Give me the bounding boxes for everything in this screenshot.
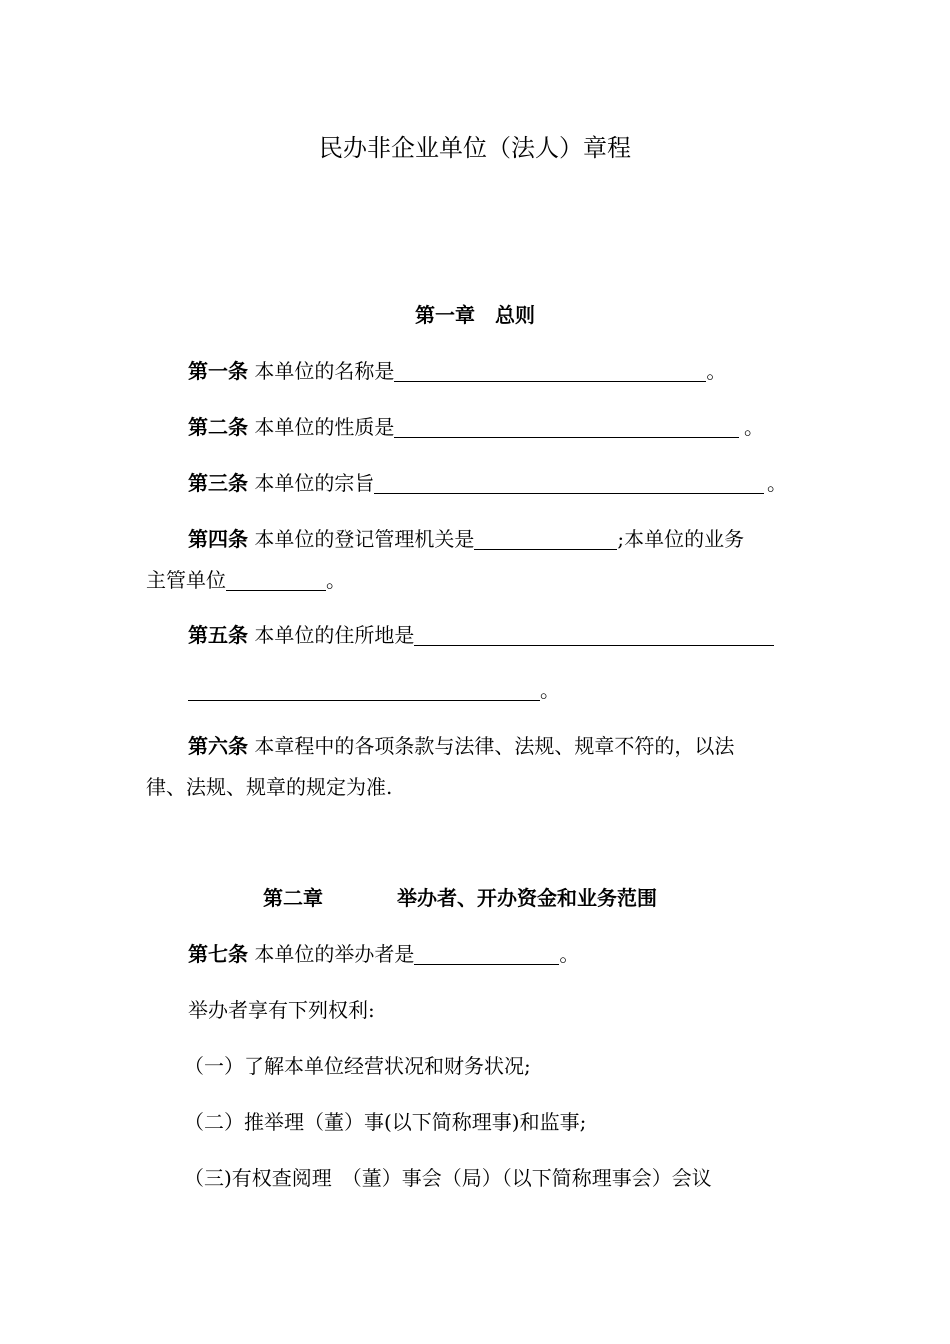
article-number: 第六条 xyxy=(188,734,248,758)
fill-in-blank[interactable] xyxy=(414,623,774,646)
article-4-line-2 xyxy=(146,560,802,601)
article-number: 第四条 xyxy=(188,527,248,551)
article-text: 本单位的住所地是 xyxy=(254,623,415,647)
article-text: 本单位的名称是 xyxy=(254,359,395,383)
fill-in-blank[interactable] xyxy=(226,568,326,591)
article-number: 第三条 xyxy=(188,471,248,495)
chapter-1-heading: 第一章 总则 xyxy=(415,303,535,327)
chapter-2-number: 第二章 xyxy=(263,886,323,910)
punctuation: 。 xyxy=(559,942,580,966)
article-number: 第二条 xyxy=(188,415,248,439)
article-2 xyxy=(146,407,844,448)
fill-in-blank[interactable] xyxy=(414,942,559,965)
rights-intro: 举办者享有下列权利: xyxy=(188,998,375,1022)
chapter-2-title: 举办者、开办资金和业务范围 xyxy=(397,886,657,910)
article-3 xyxy=(146,463,844,504)
article-1 xyxy=(146,351,844,392)
article-text: 本章程中的各项条款与法律、法规、规章不符的，以法 xyxy=(254,734,735,758)
right-item-1: （一）了解本单位经营状况和财务状况; xyxy=(184,1054,531,1078)
fill-in-blank[interactable] xyxy=(394,415,739,438)
article-number: 第七条 xyxy=(188,942,248,966)
article-5-line-2 xyxy=(146,670,844,711)
article-text: 本单位的宗旨 xyxy=(254,471,375,495)
right-item-3: （三)有权查阅理 （董）事会（局）（以下简称理事会）会议 xyxy=(184,1166,712,1190)
article-text-cont: ;本单位的业务 xyxy=(617,527,745,551)
article-5 xyxy=(146,615,844,656)
article-6-line-2: 律、法规、规章的规定为准. xyxy=(146,775,393,799)
fill-in-blank[interactable] xyxy=(374,471,764,494)
article-text: 主管单位 xyxy=(146,568,226,592)
article-3-period: 。 xyxy=(767,471,787,495)
article-7 xyxy=(146,934,844,975)
article-number: 第五条 xyxy=(188,623,248,647)
fill-in-blank[interactable] xyxy=(188,678,540,701)
punctuation: 。 xyxy=(706,359,727,383)
article-2-period: 。 xyxy=(744,415,764,439)
document-title: 民办非企业单位（法人）章程 xyxy=(319,134,631,162)
fill-in-blank[interactable] xyxy=(394,359,706,382)
article-text: 本单位的登记管理机关是 xyxy=(254,527,475,551)
article-text: 本单位的性质是 xyxy=(254,415,395,439)
article-text: 本单位的举办者是 xyxy=(254,942,415,966)
right-item-2: （二）推举理（董）事(以下简称理事)和监事; xyxy=(184,1110,587,1134)
article-number: 第一条 xyxy=(188,359,248,383)
punctuation: 。 xyxy=(540,678,560,702)
fill-in-blank[interactable] xyxy=(474,527,617,550)
article-4 xyxy=(146,519,844,560)
article-6 xyxy=(146,726,844,767)
punctuation: 。 xyxy=(326,568,346,592)
